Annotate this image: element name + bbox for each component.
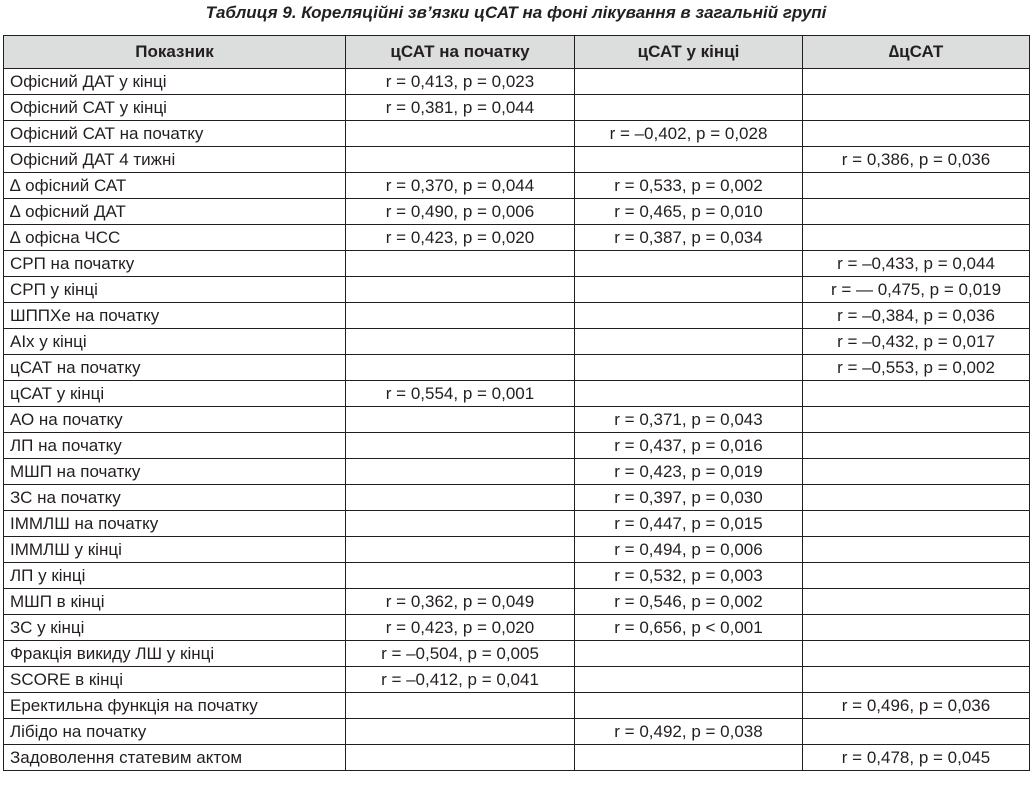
csat-start-cell [346, 251, 575, 277]
indicator-cell: Фракція викиду ЛШ у кінці [4, 641, 346, 667]
table-row [4, 693, 1030, 719]
indicator-cell: ЛП на початку [4, 433, 346, 459]
csat-end-cell: r = 0,656, p < 0,001 [575, 615, 803, 641]
indicator-cell: ШППХе на початку [4, 303, 346, 329]
indicator-cell: АО на початку [4, 407, 346, 433]
indicator-cell: ІММЛШ у кінці [4, 537, 346, 563]
indicator-cell: ЗС у кінці [4, 615, 346, 641]
csat-end-cell [575, 329, 803, 355]
table-row [4, 511, 1030, 537]
csat-start-cell [346, 485, 575, 511]
indicator-cell: ∆ офісна ЧСС [4, 225, 346, 251]
indicator-cell: цСАТ у кінці [4, 381, 346, 407]
table-row [4, 615, 1030, 641]
table-row [4, 303, 1030, 329]
indicator-cell: Офісний ДАТ 4 тижні [4, 147, 346, 173]
indicator-cell: СРП у кінці [4, 277, 346, 303]
indicator-cell: ІММЛШ на початку [4, 511, 346, 537]
csat-end-cell [575, 277, 803, 303]
csat-end-cell: r = –0,402, p = 0,028 [575, 121, 803, 147]
table-header [4, 36, 1030, 69]
csat-end-cell: r = 0,546, p = 0,002 [575, 589, 803, 615]
indicator-cell: цСАТ на початку [4, 355, 346, 381]
table-row [4, 485, 1030, 511]
csat-start-cell [346, 277, 575, 303]
delta-csat-cell [803, 537, 1030, 563]
indicator-cell: AIx у кінці [4, 329, 346, 355]
table-row [4, 537, 1030, 563]
delta-csat-cell: r = –0,553, p = 0,002 [803, 355, 1030, 381]
delta-csat-cell [803, 563, 1030, 589]
csat-end-cell [575, 147, 803, 173]
delta-csat-cell [803, 615, 1030, 641]
delta-csat-cell [803, 381, 1030, 407]
table-row [4, 433, 1030, 459]
csat-start-cell [346, 563, 575, 589]
csat-end-cell [575, 667, 803, 693]
csat-start-cell [346, 121, 575, 147]
csat-end-cell [575, 303, 803, 329]
delta-csat-cell: r = –0,384, p = 0,036 [803, 303, 1030, 329]
csat-end-cell [575, 95, 803, 121]
table-body [4, 69, 1030, 771]
delta-csat-cell: r = 0,386, p = 0,036 [803, 147, 1030, 173]
delta-csat-cell [803, 69, 1030, 95]
csat-start-cell: r = 0,370, p = 0,044 [346, 173, 575, 199]
table-row [4, 381, 1030, 407]
indicator-cell: SCORE в кінці [4, 667, 346, 693]
header-indicator: Показник [4, 36, 346, 69]
table-row [4, 563, 1030, 589]
delta-csat-cell [803, 199, 1030, 225]
csat-end-cell: r = 0,492, p = 0,038 [575, 719, 803, 745]
csat-end-cell [575, 693, 803, 719]
csat-end-cell: r = 0,465, p = 0,010 [575, 199, 803, 225]
correlation-table [3, 35, 1030, 771]
delta-csat-cell: r = –0,432, p = 0,017 [803, 329, 1030, 355]
csat-start-cell: r = 0,362, p = 0,049 [346, 589, 575, 615]
csat-start-cell [346, 355, 575, 381]
csat-start-cell [346, 433, 575, 459]
delta-csat-cell [803, 407, 1030, 433]
delta-csat-cell [803, 719, 1030, 745]
csat-start-cell [346, 459, 575, 485]
csat-start-cell: r = 0,423, p = 0,020 [346, 615, 575, 641]
csat-end-cell: r = 0,494, p = 0,006 [575, 537, 803, 563]
indicator-cell: Офісний ДАТ у кінці [4, 69, 346, 95]
csat-end-cell: r = 0,447, p = 0,015 [575, 511, 803, 537]
table-row [4, 147, 1030, 173]
csat-start-cell [346, 537, 575, 563]
csat-start-cell [346, 511, 575, 537]
table-row [4, 667, 1030, 693]
indicator-cell: ∆ офісний ДАТ [4, 199, 346, 225]
table-row [4, 641, 1030, 667]
table-row [4, 95, 1030, 121]
csat-end-cell: r = 0,533, p = 0,002 [575, 173, 803, 199]
table-caption: Таблиця 9. Кореляційні зв’язки цСАТ на фоні лікування в загальній групі [205, 3, 827, 22]
csat-start-cell [346, 693, 575, 719]
delta-csat-cell [803, 173, 1030, 199]
csat-start-cell: r = –0,412, p = 0,041 [346, 667, 575, 693]
csat-start-cell [346, 719, 575, 745]
delta-csat-cell [803, 459, 1030, 485]
delta-csat-cell [803, 121, 1030, 147]
table-row [4, 251, 1030, 277]
header-csat-start: цСАТ на початку [346, 36, 575, 69]
table-row [4, 121, 1030, 147]
delta-csat-cell: r = — 0,475, p = 0,019 [803, 277, 1030, 303]
delta-csat-cell [803, 641, 1030, 667]
table-row [4, 173, 1030, 199]
table-row [4, 225, 1030, 251]
indicator-cell: ∆ офісний САТ [4, 173, 346, 199]
indicator-cell: Офісний САТ у кінці [4, 95, 346, 121]
csat-end-cell [575, 745, 803, 771]
delta-csat-cell [803, 485, 1030, 511]
csat-start-cell [346, 407, 575, 433]
delta-csat-cell: r = 0,496, p = 0,036 [803, 693, 1030, 719]
indicator-cell: МШП в кінці [4, 589, 346, 615]
csat-start-cell [346, 147, 575, 173]
delta-csat-cell [803, 667, 1030, 693]
indicator-cell: Задоволення статевим актом [4, 745, 346, 771]
table-row [4, 329, 1030, 355]
indicator-cell: ЛП у кінці [4, 563, 346, 589]
indicator-cell: СРП на початку [4, 251, 346, 277]
delta-csat-cell [803, 589, 1030, 615]
csat-start-cell [346, 329, 575, 355]
delta-csat-cell [803, 225, 1030, 251]
table-row [4, 355, 1030, 381]
indicator-cell: Офісний САТ на початку [4, 121, 346, 147]
delta-csat-cell: r = –0,433, p = 0,044 [803, 251, 1030, 277]
delta-csat-cell: r = 0,478, p = 0,045 [803, 745, 1030, 771]
table-row [4, 459, 1030, 485]
csat-start-cell: r = 0,381, p = 0,044 [346, 95, 575, 121]
csat-start-cell [346, 303, 575, 329]
delta-csat-cell [803, 511, 1030, 537]
csat-start-cell: r = 0,413, p = 0,023 [346, 69, 575, 95]
csat-end-cell [575, 355, 803, 381]
csat-start-cell: r = 0,490, p = 0,006 [346, 199, 575, 225]
csat-end-cell: r = 0,397, p = 0,030 [575, 485, 803, 511]
table-row [4, 589, 1030, 615]
delta-csat-cell [803, 433, 1030, 459]
header-row [4, 36, 1030, 69]
csat-start-cell: r = –0,504, p = 0,005 [346, 641, 575, 667]
table-row [4, 69, 1030, 95]
csat-end-cell [575, 69, 803, 95]
delta-csat-cell [803, 95, 1030, 121]
table-row [4, 277, 1030, 303]
csat-end-cell [575, 641, 803, 667]
header-csat-end: цСАТ у кінці [575, 36, 803, 69]
csat-end-cell: r = 0,437, p = 0,016 [575, 433, 803, 459]
indicator-cell: Еректильна функція на початку [4, 693, 346, 719]
csat-start-cell [346, 745, 575, 771]
csat-end-cell: r = 0,387, p = 0,034 [575, 225, 803, 251]
table-row [4, 745, 1030, 771]
indicator-cell: ЗС на початку [4, 485, 346, 511]
csat-end-cell: r = 0,423, p = 0,019 [575, 459, 803, 485]
table-row [4, 199, 1030, 225]
table-row [4, 719, 1030, 745]
csat-start-cell: r = 0,554, p = 0,001 [346, 381, 575, 407]
indicator-cell: Лібідо на початку [4, 719, 346, 745]
csat-end-cell: r = 0,371, p = 0,043 [575, 407, 803, 433]
csat-end-cell [575, 381, 803, 407]
header-delta-csat: ∆цСАТ [803, 36, 1030, 69]
csat-end-cell: r = 0,532, p = 0,003 [575, 563, 803, 589]
indicator-cell: МШП на початку [4, 459, 346, 485]
csat-start-cell: r = 0,423, p = 0,020 [346, 225, 575, 251]
table-row [4, 407, 1030, 433]
csat-end-cell [575, 251, 803, 277]
